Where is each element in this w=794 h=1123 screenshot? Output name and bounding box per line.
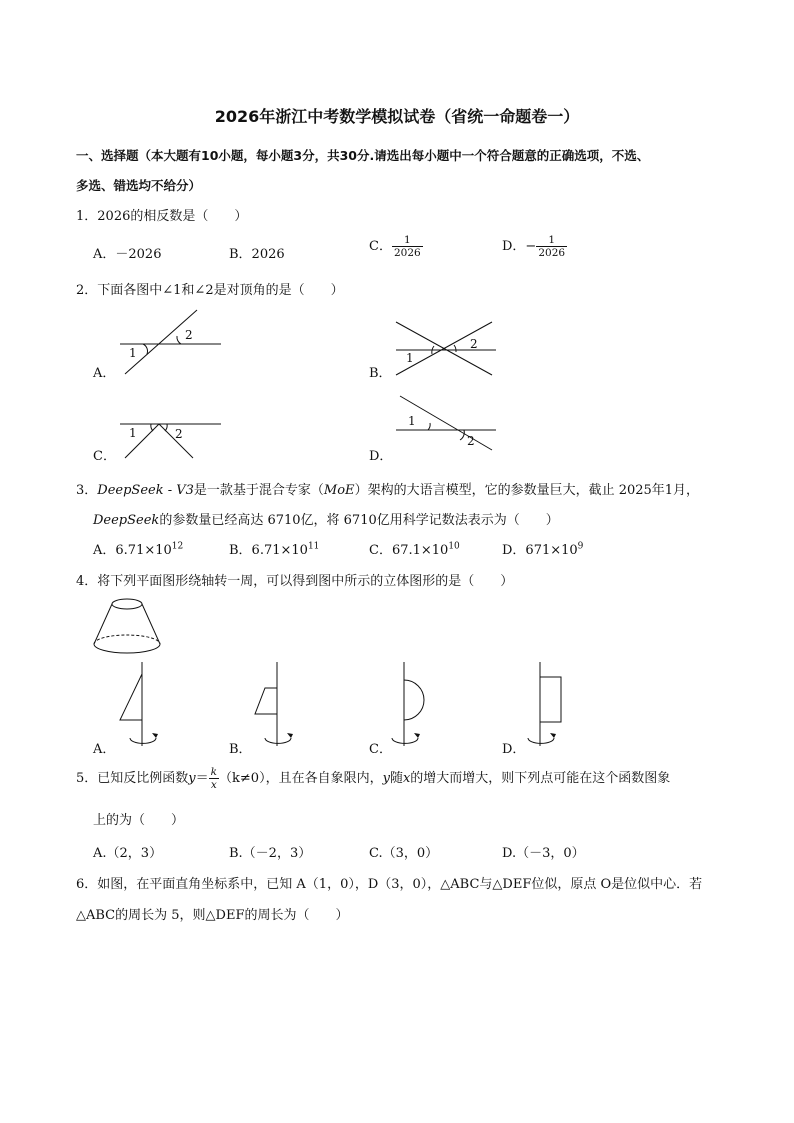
q2-figure-b <box>392 320 502 380</box>
angle-1-label: 1 <box>408 414 416 428</box>
angle-2-label: 2 <box>185 328 193 342</box>
q4-frustum-figure <box>92 596 162 658</box>
angle-2-label: 2 <box>470 337 478 351</box>
q2-figure-a <box>117 308 227 378</box>
q5-text-3: 的增大而增大，则下列点可能在这个函数图象 <box>410 771 671 786</box>
fraction-numerator: 1 <box>536 234 567 247</box>
fraction-denominator: 2026 <box>393 247 421 259</box>
q5-option-b: B.（－2，3） <box>229 846 312 861</box>
q3-text-2: ）架构的大语言模型，它的参数量巨大，截止 2025年1月， <box>354 483 700 498</box>
q4-figure-b <box>247 660 307 750</box>
q4-option-b: B． <box>229 742 252 757</box>
q2-figure-d <box>392 392 502 452</box>
q2-stem: 2．下面各图中∠1和∠2是对顶角的是（ ） <box>76 283 344 298</box>
q4-option-d: D． <box>502 742 526 757</box>
q1-option-d-label: D．− <box>502 239 537 254</box>
q1-option-c-label: C． <box>369 239 392 254</box>
option-exponent: 11 <box>307 541 320 552</box>
q3-text-1: 是一款基于混合专家（ <box>193 483 324 498</box>
option-exponent: 10 <box>448 541 460 552</box>
q3-option-c <box>369 539 460 558</box>
q2-option-b: B． <box>369 366 392 381</box>
fraction-denominator: x <box>210 779 217 791</box>
q3-moe: MoE <box>323 483 355 498</box>
q6-line1: 6．如图，在平面直角坐标系中，已知 A（1，0），D（3，0），△ABC与△DEF位似，原点 O是位似中心．若 <box>76 877 703 892</box>
q5-equals: ＝ <box>195 771 209 786</box>
q3-line2 <box>93 509 559 528</box>
q6-line2: △ABC的周长为 5，则△DEF的周长为（ ） <box>76 908 349 923</box>
q5-text-2: 随 <box>389 771 403 786</box>
option-base: B．6.71×10 <box>229 543 308 558</box>
q1-stem: 1．2026的相反数是（ ） <box>76 209 248 224</box>
fraction-numerator: k <box>210 766 218 778</box>
angle-1-label: 1 <box>406 351 414 365</box>
q4-option-c: C． <box>369 742 392 757</box>
q3-number: 3． <box>76 483 98 498</box>
q3-model-name-2: DeepSeek <box>93 513 160 528</box>
option-exponent: 12 <box>171 541 184 552</box>
option-base: C．67.1×10 <box>369 543 449 558</box>
q3-model-name: DeepSeek - V3 <box>97 483 194 498</box>
q2-option-d: D． <box>369 449 393 464</box>
q5-var-y: y <box>188 771 196 786</box>
q5-var-x-2: x <box>402 771 411 786</box>
angle-2-label: 2 <box>175 427 183 441</box>
option-base: A．6.71×10 <box>93 543 172 558</box>
q2-option-c: C． <box>93 449 116 464</box>
q5-option-d: D.（－3，0） <box>502 846 585 861</box>
q1-option-c-fraction <box>392 234 423 259</box>
q1-option-d-fraction <box>536 234 567 259</box>
q5-line1 <box>76 766 670 791</box>
q4-figure-d <box>520 660 580 750</box>
q5-option-a: A.（2，3） <box>93 846 163 861</box>
q5-text-1: 5．已知反比例函数 <box>76 771 189 786</box>
q4-figure-a <box>112 660 172 750</box>
fraction-denominator: 2026 <box>538 247 566 259</box>
q1-option-d <box>502 234 567 259</box>
option-base: D．671×10 <box>502 543 578 558</box>
page-title: 2026年浙江中考数学模拟试卷（省统一命题卷一） <box>214 107 580 126</box>
q3-option-d <box>502 539 583 558</box>
q4-figure-c <box>384 660 444 750</box>
section-heading-line1: 一、选择题（本大题有10小题，每小题3分，共30分.请选出每小题中一个符合题意的正确选项，不选、 <box>76 148 650 163</box>
q3-option-b <box>229 539 319 558</box>
q1-option-a: A．－2026 <box>93 247 162 262</box>
q2-option-a: A． <box>93 366 116 381</box>
q5-line2: 上的为（ ） <box>93 813 185 828</box>
section-heading-line2: 多选、错选均不给分） <box>76 178 202 193</box>
q5-fraction <box>209 766 219 791</box>
q5-var-y-2: y <box>382 771 390 786</box>
angle-1-label: 1 <box>129 426 137 440</box>
q1-option-c <box>369 234 423 259</box>
q2-figure-c <box>117 418 227 463</box>
q4-stem: 4．将下列平面图形绕轴转一周，可以得到图中所示的立体图形的是（ ） <box>76 574 514 589</box>
q5-option-c: C.（3，0） <box>369 846 439 861</box>
q5-condition: （k≠0），且在各自象限内， <box>219 771 383 786</box>
q1-option-b: B．2026 <box>229 247 285 262</box>
q3-line1 <box>76 479 699 498</box>
fraction-numerator: 1 <box>392 234 423 247</box>
q3-text-3: 的参数量已经高达 6710亿，将 6710亿用科学记数法表示为（ ） <box>159 513 559 528</box>
q4-option-a: A． <box>93 742 116 757</box>
q3-option-a <box>93 539 183 558</box>
angle-1-label: 1 <box>129 346 137 360</box>
option-exponent: 9 <box>577 541 584 552</box>
angle-2-label: 2 <box>467 434 475 448</box>
